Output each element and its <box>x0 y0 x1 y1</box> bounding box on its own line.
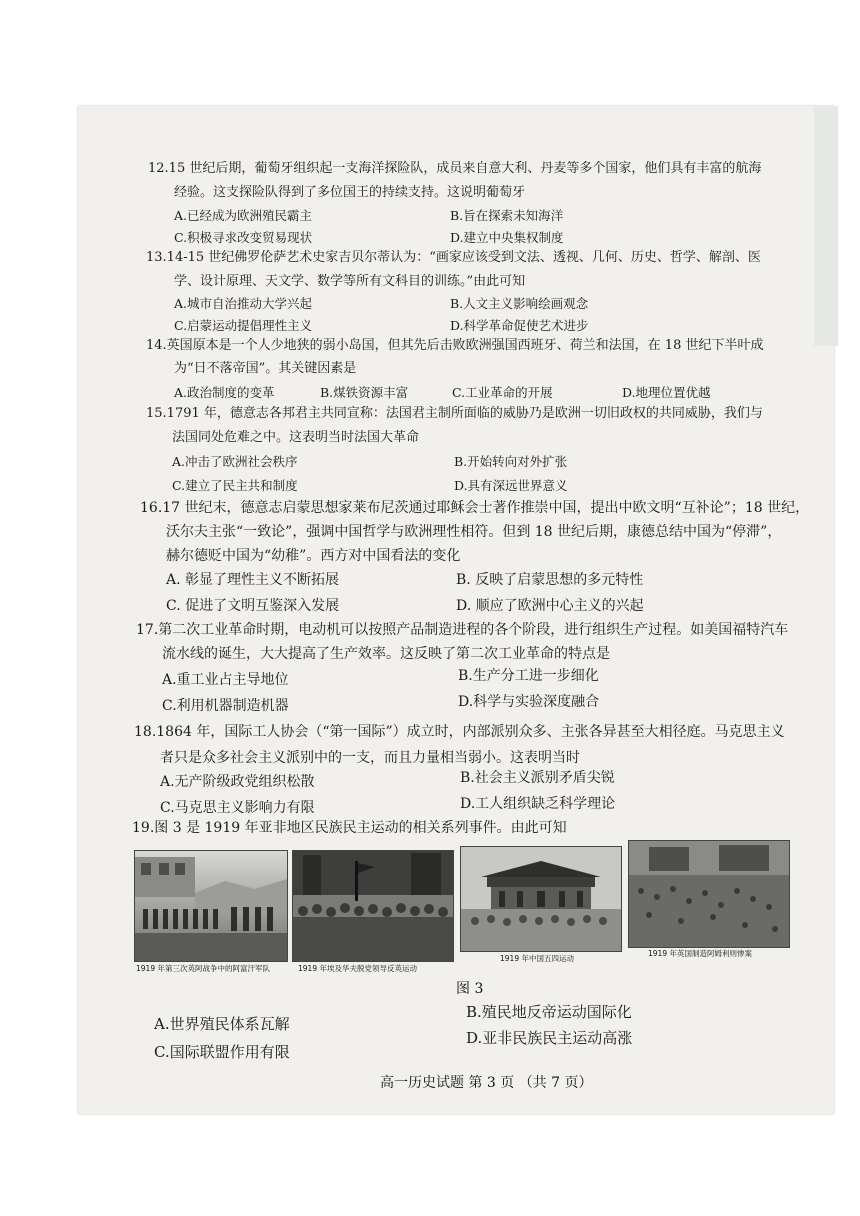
caption-photo-2: 1919 年埃及华夫脱党领导反英运动 <box>298 964 417 973</box>
q18-option-c: C.马克思主义影响力有限 <box>160 800 315 816</box>
page-footer: 高一历史试题 第 3 页 （共 7 页） <box>380 1075 593 1091</box>
q19-stem: 19.图 3 是 1919 年亚非地区民族民主运动的相关系列事件。由此可知 <box>132 820 567 836</box>
q13-option-a: A.城市自治推动大学兴起 <box>174 296 313 311</box>
photo-egypt-protest <box>292 850 454 962</box>
q14-stem-line1: 14.英国原本是一个人少地狭的弱小岛国，但其先后击败欧洲强国西班牙、荷兰和法国，在 18 世纪下半叶成 <box>146 338 764 353</box>
q13-option-d: D.科学革命促使艺术进步 <box>450 318 589 333</box>
q15-option-b: B.开始转向对外扩张 <box>454 454 568 469</box>
q17-option-b: B.生产分工进一步细化 <box>458 668 599 684</box>
q12-stem-line2: 经验。这支探险队得到了多位国王的持续支持。这说明葡萄牙 <box>174 185 526 200</box>
q15-stem-line2: 法国同处危难之中。这表明当时法国大革命 <box>172 430 420 445</box>
q15-option-c: C.建立了民主共和制度 <box>172 478 298 493</box>
background-strip <box>814 106 838 346</box>
figure-label: 图 3 <box>456 981 484 997</box>
q14-option-c: C.工业革命的开展 <box>452 385 553 400</box>
q18-option-a: A.无产阶级政党组织松散 <box>160 774 315 790</box>
q14-option-d: D.地理位置优越 <box>622 385 711 400</box>
q14-stem-line2: 为“日不落帝国”。其关键因素是 <box>174 361 357 376</box>
photo-may-fourth <box>460 846 622 952</box>
q12-option-b: B.旨在探索未知海洋 <box>450 208 564 223</box>
q18-stem-line2: 者只是众多社会主义派别中的一支，而且力量相当弱小。这表明当时 <box>160 750 580 766</box>
caption-photo-3: 1919 年中国五四运动 <box>500 954 574 963</box>
photo-amritsar <box>628 840 790 948</box>
q14-option-a: A.政治制度的变革 <box>174 385 275 400</box>
q12-option-d: D.建立中央集权制度 <box>450 230 564 245</box>
q16-stem-line1: 16.17 世纪末，德意志启蒙思想家莱布尼茨通过耶稣会士著作推崇中国，提出中欧文明“互补论”；18 世纪， <box>140 500 810 516</box>
q17-stem-line2: 流水线的诞生，大大提高了生产效率。这反映了第二次工业革命的特点是 <box>162 646 610 662</box>
caption-photo-4: 1919 年英国制造阿姆利则惨案 <box>648 949 752 958</box>
q17-option-c: C.利用机器制造机器 <box>162 698 289 714</box>
q13-stem-line1: 13.14-15 世纪佛罗伦萨艺术史家吉贝尔蒂认为：“画家应该受到文法、透视、几何、历史、哲学、解剖、医 <box>146 250 761 265</box>
q14-option-b: B.煤铁资源丰富 <box>320 385 409 400</box>
q16-option-c: C. 促进了文明互鉴深入发展 <box>166 598 340 614</box>
q16-stem-line2: 沃尔夫主张“一致论”，强调中国哲学与欧洲理性相符。但到 18 世纪后期，康德总结中国为“停滞”， <box>166 524 782 540</box>
q19-option-d: D.亚非民族民主运动高涨 <box>466 1029 633 1047</box>
q17-option-d: D.科学与实验深度融合 <box>458 694 600 710</box>
photo-afghan-army <box>134 850 288 962</box>
q18-option-b: B.社会主义派别矛盾尖锐 <box>460 770 615 786</box>
q18-stem-line1: 18.1864 年，国际工人协会（“第一国际”）成立时，内部派别众多、主张各异甚至大相径庭。马克思主义 <box>134 724 785 740</box>
q17-option-a: A.重工业占主导地位 <box>162 672 289 688</box>
q16-option-a: A. 彰显了理性主义不断拓展 <box>166 572 340 588</box>
q13-option-c: C.启蒙运动提倡理性主义 <box>174 318 313 333</box>
q15-option-d: D.具有深远世界意义 <box>454 478 568 493</box>
q19-option-b: B.殖民地反帝运动国际化 <box>466 1003 632 1021</box>
q12-option-c: C.积极寻求改变贸易现状 <box>174 230 313 245</box>
caption-photo-1: 1919 年第三次英阿战争中的阿富汗军队 <box>136 964 270 973</box>
q13-option-b: B.人文主义影响绘画观念 <box>450 296 589 311</box>
q15-option-a: A.冲击了欧洲社会秩序 <box>172 454 298 469</box>
q18-option-d: D.工人组织缺乏科学理论 <box>460 796 616 812</box>
q19-option-a: A.世界殖民体系瓦解 <box>154 1015 290 1033</box>
q16-option-b: B. 反映了启蒙思想的多元特性 <box>456 572 644 588</box>
q16-stem-line3: 赫尔德贬中国为“幼稚”。西方对中国看法的变化 <box>166 548 461 564</box>
q12-option-a: A.已经成为欧洲殖民霸主 <box>174 208 313 223</box>
q13-stem-line2: 学、设计原理、天文学、数学等所有文科目的训练。”由此可知 <box>174 274 526 289</box>
q16-option-d: D. 顺应了欧洲中心主义的兴起 <box>456 598 644 614</box>
q19-option-c: C.国际联盟作用有限 <box>154 1043 290 1061</box>
q15-stem-line1: 15.1791 年，德意志各邦君主共同宣称：法国君主制所面临的威胁乃是欧洲一切旧政权的共同威胁，我们与 <box>146 406 763 421</box>
q12-stem-line1: 12.15 世纪后期，葡萄牙组织起一支海洋探险队，成员来自意大利、丹麦等多个国家，他们具有丰富的航海 <box>148 161 762 176</box>
q17-stem-line1: 17.第二次工业革命时期，电动机可以按照产品制造进程的各个阶段，进行组织生产过程。如美国福特汽车 <box>136 622 789 638</box>
